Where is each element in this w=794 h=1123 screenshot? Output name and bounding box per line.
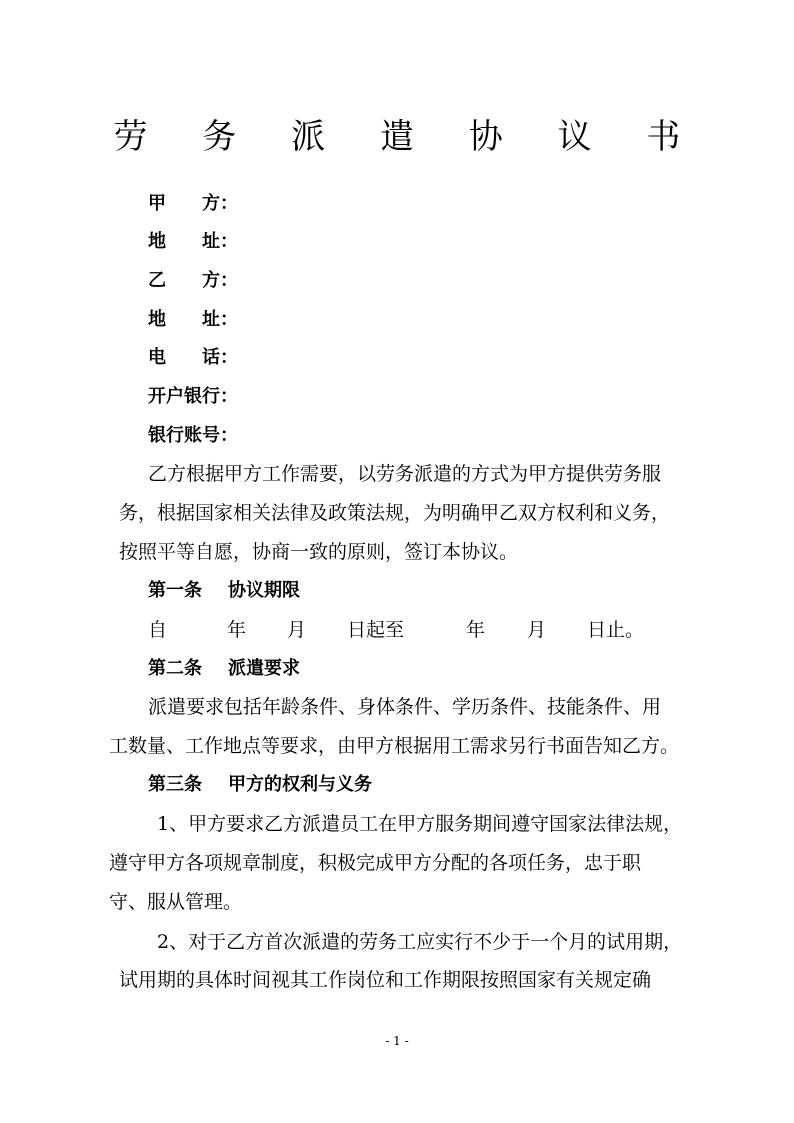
- article-2-heading: [148, 657, 300, 681]
- article-3-heading: [148, 773, 372, 797]
- field-address-b: [148, 308, 238, 332]
- article-number: 第三条: [148, 774, 202, 795]
- article-2-line-2: 工数量、工作地点等要求，由甲方根据用工需求另行书面告知乙方。: [109, 735, 680, 757]
- field-label: 甲 方：: [148, 193, 238, 214]
- article-1-heading: [148, 579, 300, 603]
- term-month-1: 月: [287, 619, 307, 641]
- article-number: 第一条: [148, 580, 202, 601]
- page-number: - 1 -: [385, 1034, 409, 1048]
- term-from: 自: [148, 619, 168, 641]
- field-label: 开户银行：: [148, 386, 238, 407]
- article-3-item-2-line-1: 2、对于乙方首次派遣的劳务工应实行不少于一个月的试用期，: [157, 931, 683, 953]
- field-party-a: [148, 192, 238, 216]
- field-label: 地 址：: [148, 309, 238, 330]
- field-account: [148, 424, 238, 448]
- field-label: 乙 方：: [148, 270, 238, 291]
- intro-line-2: 务，根据国家相关法律及政策法规，为明确甲乙双方权利和义务，: [119, 502, 671, 524]
- article-3-item-1-line-2: 遵守甲方各项规章制度，积极完成甲方分配的各项任务，忠于职: [109, 852, 642, 874]
- field-party-b: [148, 269, 238, 293]
- field-address-a: [148, 230, 238, 254]
- field-label: 电 话：: [148, 347, 238, 368]
- term-day-until: 日起至: [347, 619, 405, 641]
- term-month-2: 月: [527, 619, 547, 641]
- field-label: 地 址：: [148, 231, 238, 252]
- article-number: 第二条: [148, 658, 202, 679]
- article-2-line-1: 派遣要求包括年龄条件、身体条件、学历条件、技能条件、用: [148, 696, 662, 718]
- article-title: 派遣要求: [228, 658, 300, 679]
- term-year-2: 年: [466, 619, 486, 641]
- article-3-item-2-line-2: 试用期的具体时间视其工作岗位和工作期限按照国家有关规定确: [119, 969, 652, 991]
- field-bank: [148, 385, 238, 409]
- article-3-item-1-line-3: 守、服从管理。: [109, 891, 243, 913]
- document-title: 劳 务 派 遣 协 议 书: [113, 117, 703, 157]
- field-phone: [148, 346, 238, 370]
- article-3-item-1-line-1: 1、甲方要求乙方派遣员工在甲方服务期间遵守国家法律法规，: [157, 813, 683, 835]
- field-label: 银行账号：: [148, 425, 238, 446]
- intro-line-3: 按照平等自愿，协商一致的原则，签订本协议。: [119, 541, 519, 563]
- intro-line-1: 乙方根据甲方工作需要，以劳务派遣的方式为甲方提供劳务服: [148, 463, 662, 485]
- article-title: 甲方的权利与义务: [228, 774, 372, 795]
- term-day-end: 日止。: [587, 619, 645, 641]
- term-year-1: 年: [227, 619, 247, 641]
- article-title: 协议期限: [228, 580, 300, 601]
